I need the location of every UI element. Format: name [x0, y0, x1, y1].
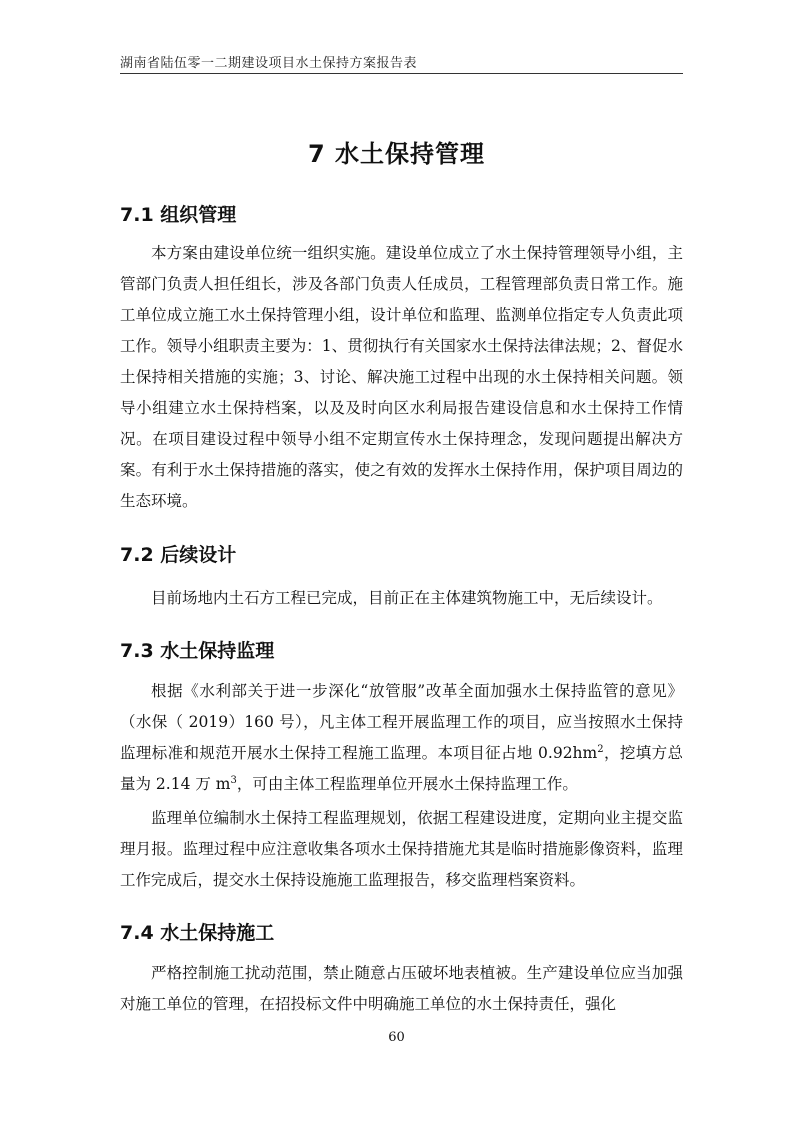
section-7-3-paragraph-2: 监理单位编制水土保持工程监理规划，依据工程建设进度，定期向业主提交监理月报。监理过程中应注意收集各项水土保持措施尤其是临时措施影像资料，监理工作完成后，提交水土保持设施施工监理报告，移交监理档案资料。: [120, 809, 683, 889]
header-text: 湖南省陆伍零一二期建设项目水土保持方案报告表: [120, 56, 418, 71]
section-7-2-paragraph: 目前场地内土石方工程已完成，目前正在主体建筑物施工中，无后续设计。: [151, 589, 663, 607]
text-run: ，可由主体工程监理单位开展水土保持监理工作。: [236, 775, 578, 793]
section-title-7-2: 7.2 后续设计: [120, 544, 237, 566]
chapter-title: 7 水土保持管理: [307, 140, 486, 168]
text-run: 根据《水利部关于进一步深化“放管服”改革全面加强水土保持监管的意见》（水保（ 2019）160 号），凡主体工程开展监理工作的项目，应当按照水土保持监理标准和规范开展水土保持工程施工监理。本项目征占地 0.92hm: [120, 682, 683, 762]
section-7-3-paragraph-1: [120, 676, 683, 800]
text-run: ，挖填方总量为 2.14 万 m: [120, 744, 683, 793]
superscript-2: 2: [597, 743, 604, 755]
section-7-1-paragraph: 本方案由建设单位统一组织实施。建设单位成立了水土保持管理领导小组，主管部门负责人担任组长，涉及各部门负责人任成员，工程管理部负责日常工作。施工单位成立施工水土保持管理小组，设计单位和监理、监测单位指定专人负责此项工作。领导小组职责主要为：1、贯彻执行有关国家水土保持法律法规；2、督促水土保持相关措施的实施；3、讨论、解决施工过程中出现的水土保持相关问题。领导小组建立水土保持档案，以及及时向区水利局报告建设信息和水土保持工作情况。在项目建设过程中领导小组不定期宣传水土保持理念，发现问题提出解决方案。有利于水土保持措施的落实，使之有效的发挥水土保持作用，保护项目周边的生态环境。: [120, 244, 683, 510]
section-7-4-paragraph: 严格控制施工扰动范围，禁止随意占压破坏地表植被。生产建设单位应当加强对施工单位的管理，在招投标文件中明确施工单位的水土保持责任，强化: [120, 964, 683, 1013]
section-title-7-4: 7.4 水土保持施工: [120, 922, 275, 944]
superscript-3: 3: [230, 774, 237, 786]
section-title-7-3: 7.3 水土保持监理: [120, 640, 275, 662]
section-title-7-1: 7.1 组织管理: [120, 204, 237, 226]
header-rule: [120, 73, 683, 74]
page-number: 60: [388, 1030, 405, 1045]
